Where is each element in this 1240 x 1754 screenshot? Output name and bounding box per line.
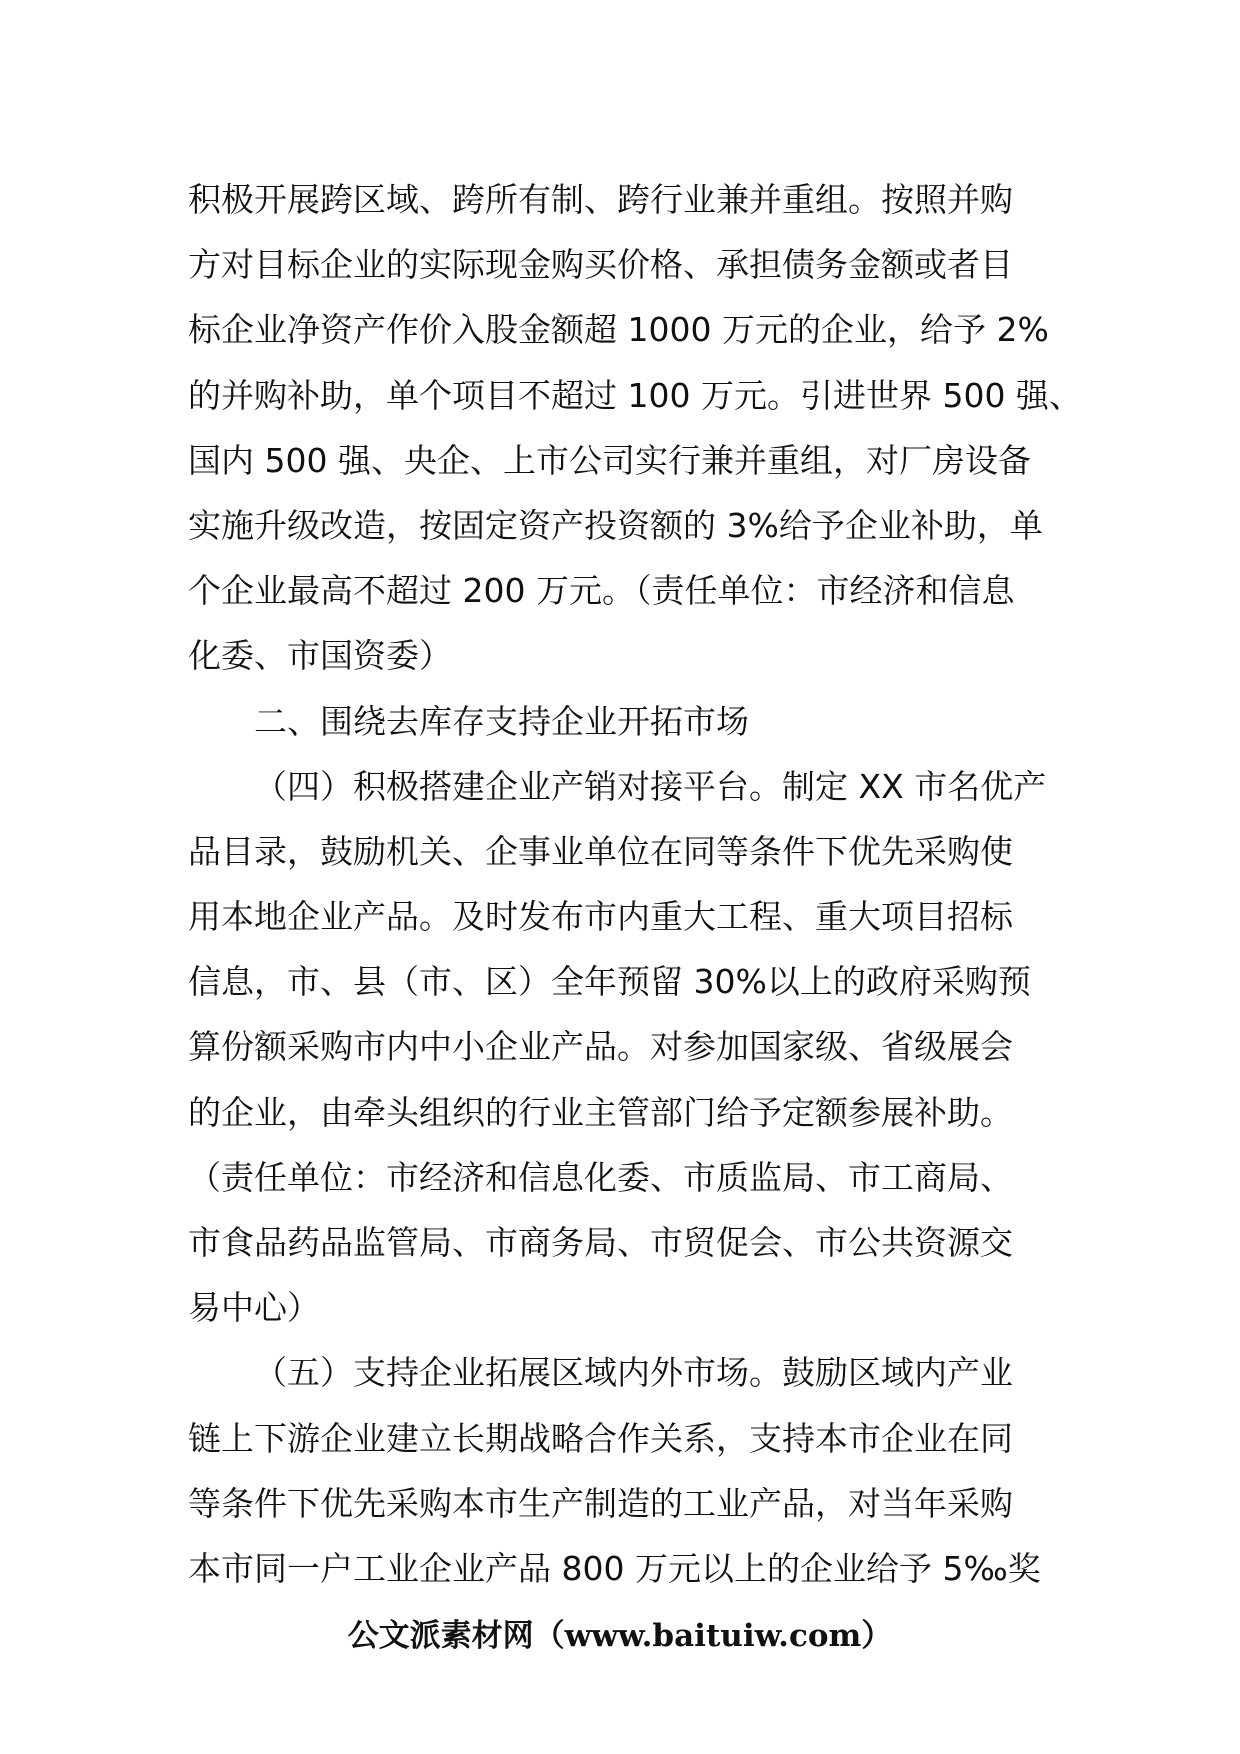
text-line: 品目录，鼓励机关、企事业单位在同等条件下优先采购使 (188, 831, 1013, 871)
watermark-footer: 公文派素材网（www.baituiw.com） (347, 1618, 893, 1654)
text-line: 易中心） (188, 1288, 320, 1328)
text-line: 算份额采购市内中小企业产品。对参加国家级、省级展会 (188, 1027, 1013, 1067)
text-line: 用本地企业产品。及时发布市内重大工程、重大项目招标 (188, 897, 1013, 937)
paragraph-start: （四）积极搭建企业产销对接平台。制定 XX 市名优产 (254, 766, 1047, 806)
text-line: 个企业最高不超过 200 万元。（责任单位：市经济和信息 (188, 571, 1015, 611)
text-line: 标企业净资产作价入股金额超 1000 万元的企业，给予 2% (188, 310, 1049, 350)
text-line: （责任单位：市经济和信息化委、市质监局、市工商局、 (188, 1157, 1013, 1197)
text-line: 的并购补助，单个项目不超过 100 万元。引进世界 500 强、 (188, 375, 1082, 415)
text-line: 信息，市、县（市、区）全年预留 30%以上的政府采购预 (188, 962, 1031, 1002)
text-line: 的企业，由牵头组织的行业主管部门给予定额参展补助。 (188, 1092, 1013, 1132)
document-body (188, 167, 1082, 1601)
text-line: 化委、市国资委） (188, 636, 452, 676)
text-line: 链上下游企业建立长期战略合作关系，支持本市企业在同 (188, 1418, 1013, 1458)
text-line: 等条件下优先采购本市生产制造的工业产品，对当年采购 (188, 1483, 1013, 1523)
text-line: 方对目标企业的实际现金购买价格、承担债务金额或者目 (188, 245, 1013, 285)
text-line: 实施升级改造，按固定资产投资额的 3%给予企业补助，单 (188, 505, 1043, 545)
text-line: 积极开展跨区域、跨所有制、跨行业兼并重组。按照并购 (188, 180, 1013, 219)
text-line: 本市同一户工业企业产品 800 万元以上的企业给予 5‰奖 (188, 1548, 1041, 1588)
paragraph-start: （五）支持企业拓展区域内外市场。鼓励区域内产业 (254, 1353, 1013, 1393)
text-line: 市食品药品监管局、市商务局、市贸促会、市公共资源交 (188, 1223, 1013, 1262)
section-heading: 二、围绕去库存支持企业开拓市场 (254, 701, 749, 741)
text-line: 国内 500 强、央企、上市公司实行兼并重组，对厂房设备 (188, 440, 1031, 480)
